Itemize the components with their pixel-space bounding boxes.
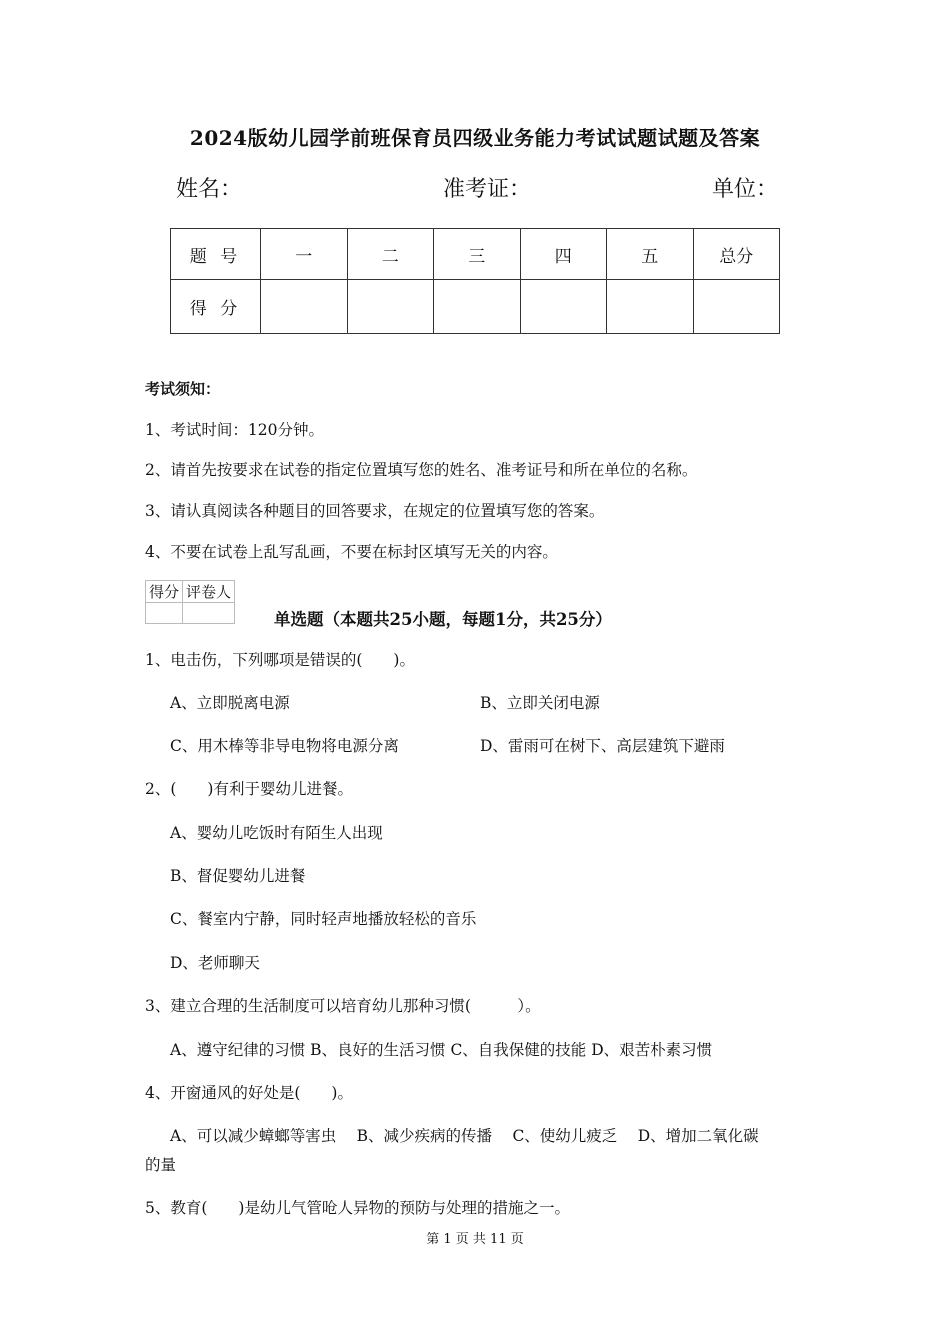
score-row-label: 得 分 (171, 280, 261, 334)
section-4-header: 四 (520, 229, 607, 280)
exam-id-field-label: 准考证： (443, 177, 532, 202)
score-table (170, 228, 780, 334)
question-number-header: 题 号 (171, 229, 261, 280)
option-c: C、用木棒等非导电物将电源分离 (170, 737, 399, 755)
option-d: D、老师聊天 (170, 954, 260, 972)
score-cell (693, 280, 780, 334)
grader-table (145, 580, 235, 624)
option-a: A、婴幼儿吃饭时有陌生人出现 (170, 824, 383, 842)
question-options: A、可以减少蟑螂等害虫 B、减少疾病的传播 C、使幼儿疲乏 D、增加二氧化碳 (170, 1127, 759, 1145)
option-b: B、立即关闭电源 (480, 694, 600, 712)
section-3-header: 三 (434, 229, 521, 280)
section-heading: 单选题（本题共25小题，每题1分，共25分） (274, 610, 612, 629)
notice-item: 4、不要在试卷上乱写乱画，不要在标封区填写无关的内容。 (145, 543, 558, 561)
exam-title: 2024版幼儿园学前班保育员四级业务能力考试试题试题及答案 (189, 126, 761, 150)
question-stem: 2、( )有利于婴幼儿进餐。 (145, 780, 353, 798)
unit-field-label: 单位： (712, 177, 779, 202)
score-cell (434, 280, 521, 334)
section-2-header: 二 (347, 229, 434, 280)
question-options-continuation: 的量 (145, 1156, 177, 1174)
option-a: A、立即脱离电源 (170, 694, 290, 712)
grader-table-score-cell (146, 603, 183, 624)
option-c: C、餐室内宁静，同时轻声地播放轻松的音乐 (170, 910, 477, 928)
score-table-score-row (171, 280, 780, 334)
notice-item: 2、请首先按要求在试卷的指定位置填写您的姓名、准考证号和所在单位的名称。 (145, 461, 698, 479)
option-b: B、督促婴幼儿进餐 (170, 867, 306, 885)
score-cell (520, 280, 607, 334)
name-field-label: 姓名： (176, 177, 243, 202)
score-cell (261, 280, 348, 334)
grader-table-grader-label: 评卷人 (183, 581, 235, 603)
notice-heading: 考试须知： (145, 380, 221, 398)
question-stem: 1、电击伤，下列哪项是错误的( )。 (145, 651, 415, 669)
question-stem: 4、开窗通风的好处是( )。 (145, 1084, 353, 1102)
option-d: D、雷雨可在树下、高层建筑下避雨 (480, 737, 725, 755)
notice-item: 1、考试时间：120分钟。 (145, 421, 324, 439)
page-footer: 第 1 页 共 11 页 (426, 1232, 524, 1247)
notice-item: 3、请认真阅读各种题目的回答要求，在规定的位置填写您的答案。 (145, 502, 605, 520)
question-options: A、遵守纪律的习惯 B、良好的生活习惯 C、自我保健的技能 D、艰苦朴素习惯 (170, 1041, 713, 1059)
score-table-header-row (171, 229, 780, 280)
grader-table-score-label: 得分 (146, 581, 183, 603)
score-cell (347, 280, 434, 334)
question-stem: 5、教育( )是幼儿气管呛人异物的预防与处理的措施之一。 (145, 1199, 570, 1217)
grader-table-grader-cell (183, 603, 235, 624)
question-stem: 3、建立合理的生活制度可以培育幼儿那种习惯( ）。 (145, 997, 541, 1015)
section-5-header: 五 (607, 229, 694, 280)
score-cell (607, 280, 694, 334)
total-score-header: 总分 (693, 229, 780, 280)
section-1-header: 一 (261, 229, 348, 280)
